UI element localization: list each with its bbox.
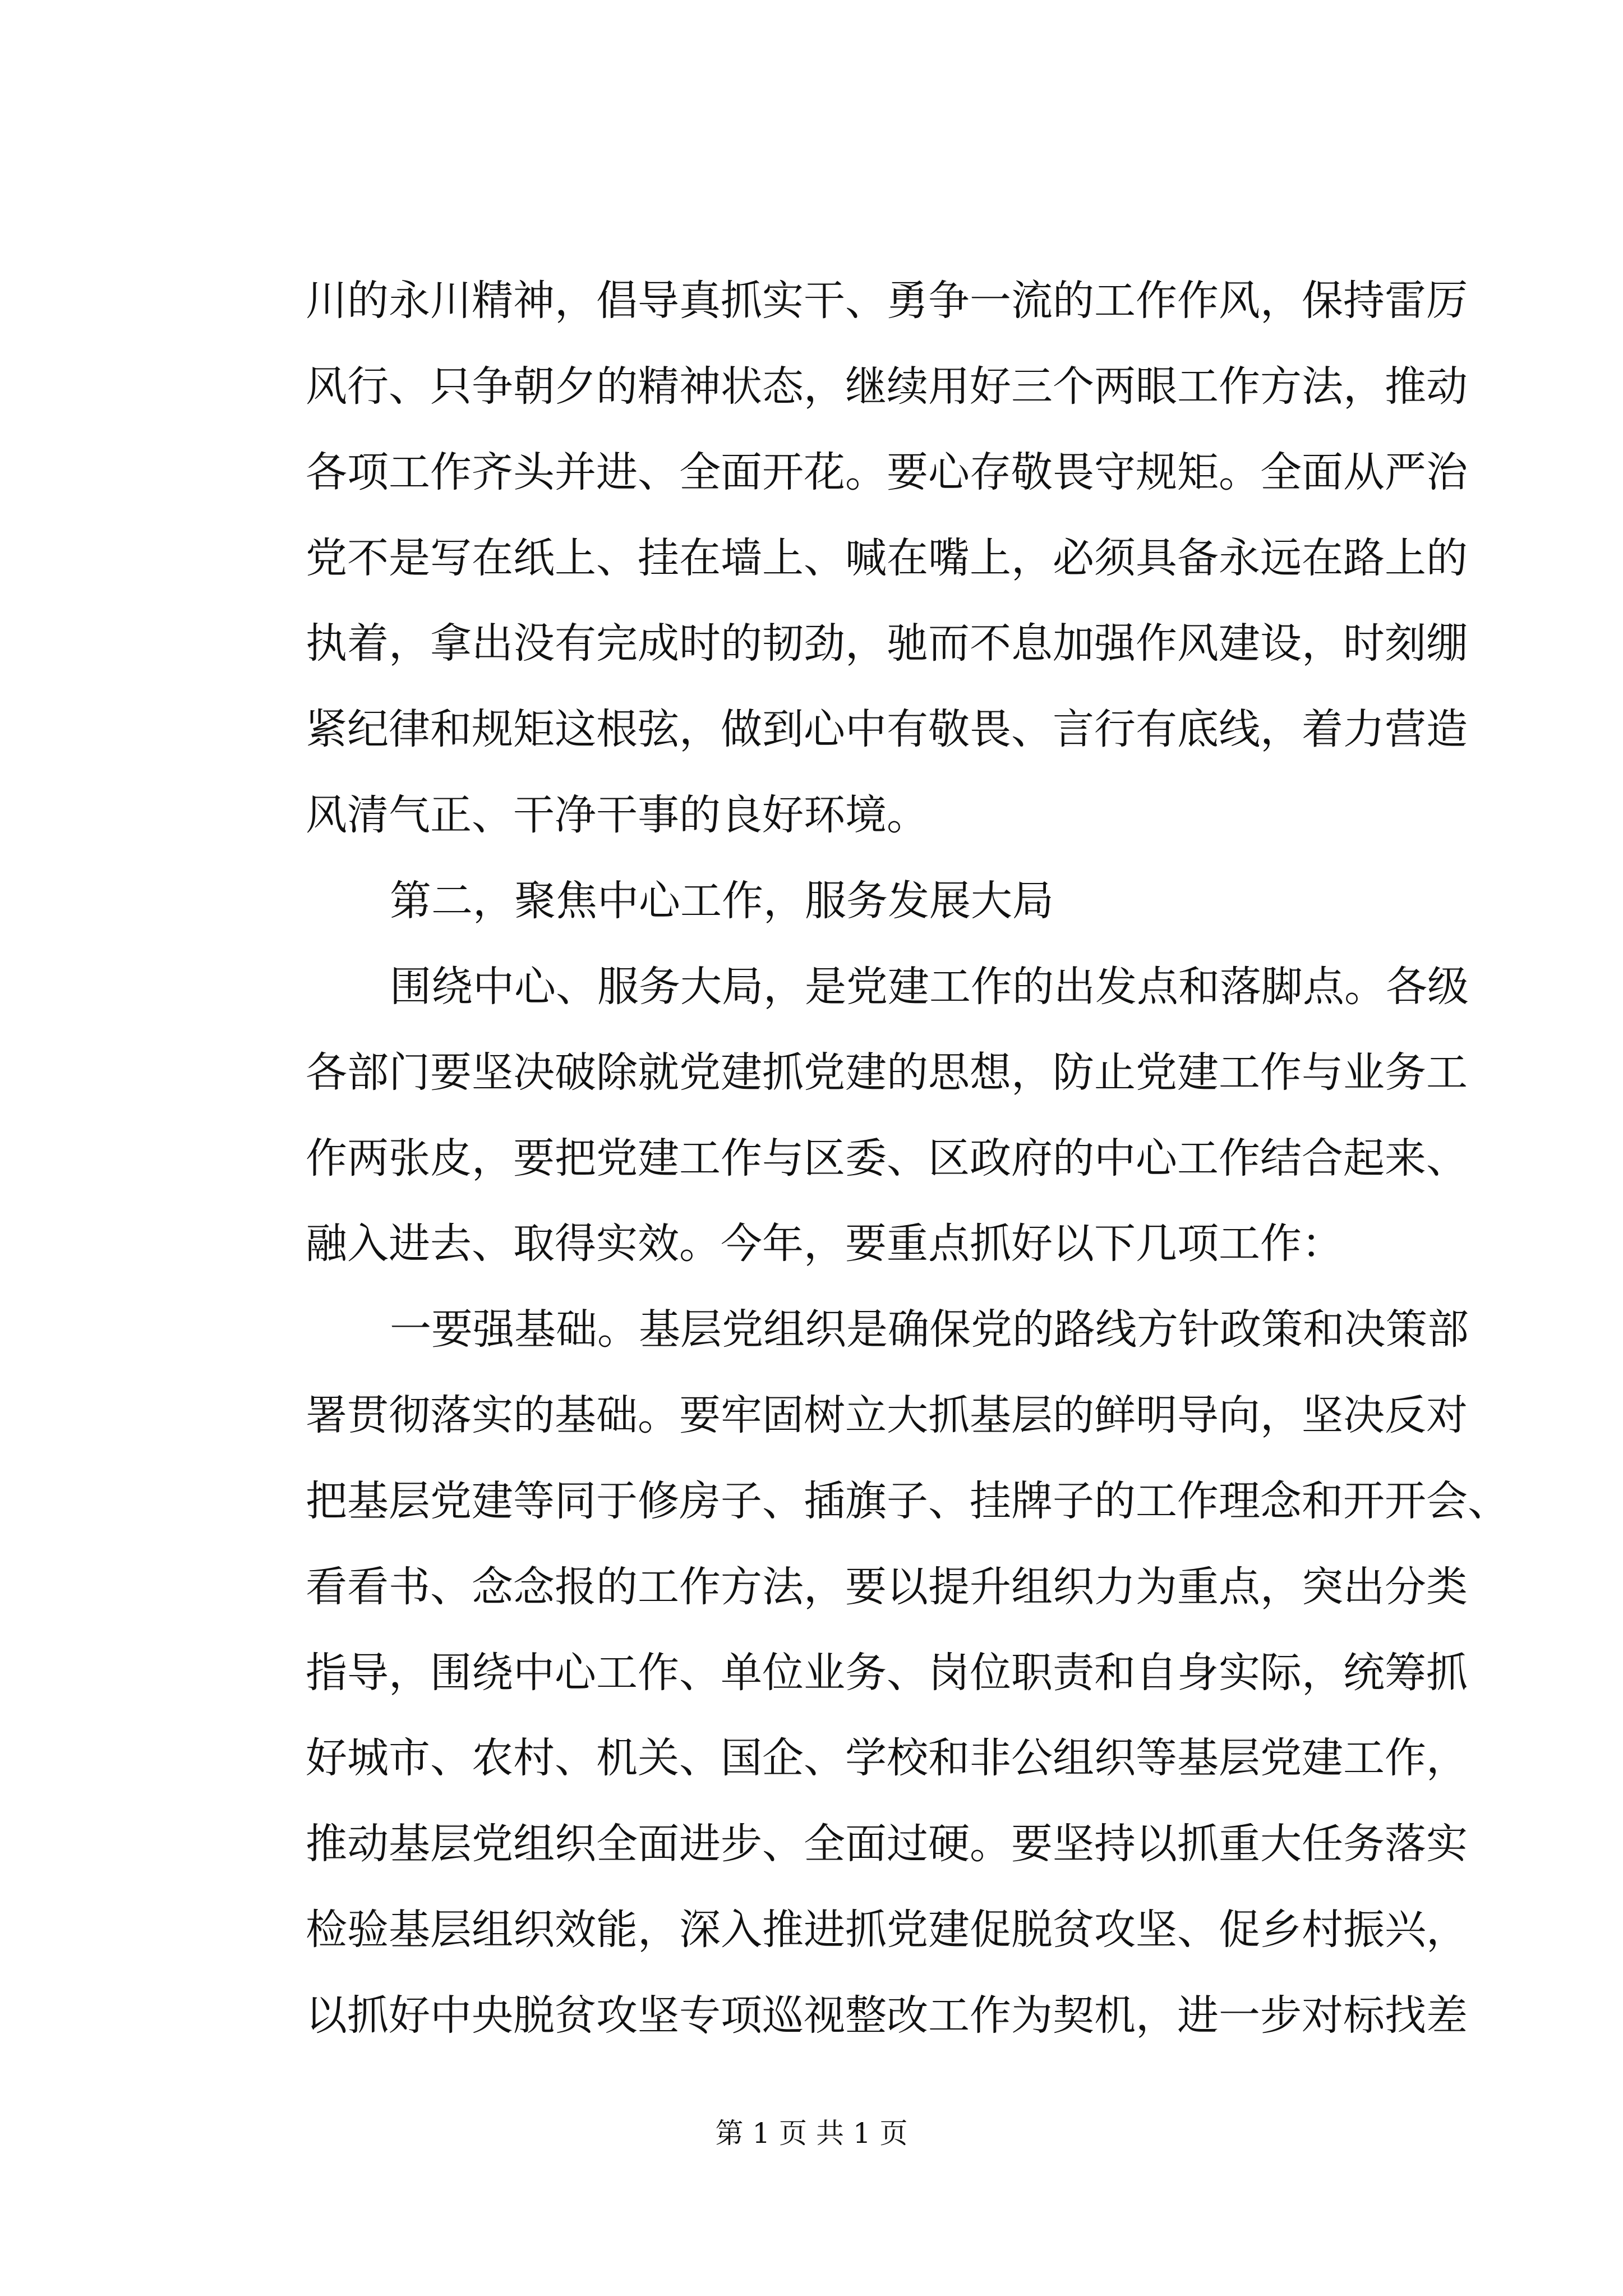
body-text-line: 指导，围绕中心工作、单位业务、岗位职责和自身实际，统筹抓 xyxy=(306,1649,1468,1697)
section-heading: 第二，聚焦中心工作，服务发展大局 xyxy=(390,877,1054,925)
body-text-line: 一要强基础。基层党组织是确保党的路线方针政策和决策部 xyxy=(390,1305,1469,1354)
body-text-line: 看看书、念念报的工作方法，要以提升组织力为重点，突出分类 xyxy=(306,1563,1468,1611)
body-text-line: 围绕中心、服务大局，是党建工作的出发点和落脚点。各级 xyxy=(390,963,1469,1011)
body-text-line: 党不是写在纸上、挂在墙上、喊在嘴上，必须具备永远在路上的 xyxy=(306,534,1468,582)
body-text-line: 署贯彻落实的基础。要牢固树立大抓基层的鲜明导向，坚决反对 xyxy=(306,1391,1468,1439)
body-text-line: 紧纪律和规矩这根弦，做到心中有敬畏、言行有底线，着力营造 xyxy=(306,705,1468,753)
body-text-line: 执着，拿出没有完成时的韧劲，驰而不息加强作风建设，时刻绷 xyxy=(306,619,1468,668)
body-text-line: 检验基层组织效能，深入推进抓党建促脱贫攻坚、促乡村振兴， xyxy=(306,1906,1468,1954)
body-text-line: 风清气正、干净干事的良好环境。 xyxy=(306,791,928,839)
body-text-line: 把基层党建等同于修房子、插旗子、挂牌子的工作理念和开开会、 xyxy=(306,1477,1509,1525)
body-text-line: 融入进去、取得实效。今年，要重点抓好以下几项工作： xyxy=(306,1220,1343,1268)
body-text-line: 推动基层党组织全面进步、全面过硬。要坚持以抓重大任务落实 xyxy=(306,1820,1468,1868)
body-text-line: 川的永川精神，倡导真抓实干、勇争一流的工作作风，保持雷厉 xyxy=(306,277,1468,325)
body-text-line: 各项工作齐头并进、全面开花。要心存敬畏守规矩。全面从严治 xyxy=(306,448,1468,496)
body-text-line: 风行、只争朝夕的精神状态，继续用好三个两眼工作方法，推动 xyxy=(306,362,1468,411)
body-text-line: 各部门要坚决破除就党建抓党建的思想，防止党建工作与业务工 xyxy=(306,1048,1468,1097)
body-text-line: 好城市、农村、机关、国企、学校和非公组织等基层党建工作， xyxy=(306,1734,1468,1782)
body-text-line: 作两张皮，要把党建工作与区委、区政府的中心工作结合起来、 xyxy=(306,1134,1468,1182)
body-text-line: 以抓好中央脱贫攻坚专项巡视整改工作为契机，进一步对标找差 xyxy=(306,1991,1468,2040)
page-footer: 第 1 页 共 1 页 xyxy=(715,2117,908,2150)
